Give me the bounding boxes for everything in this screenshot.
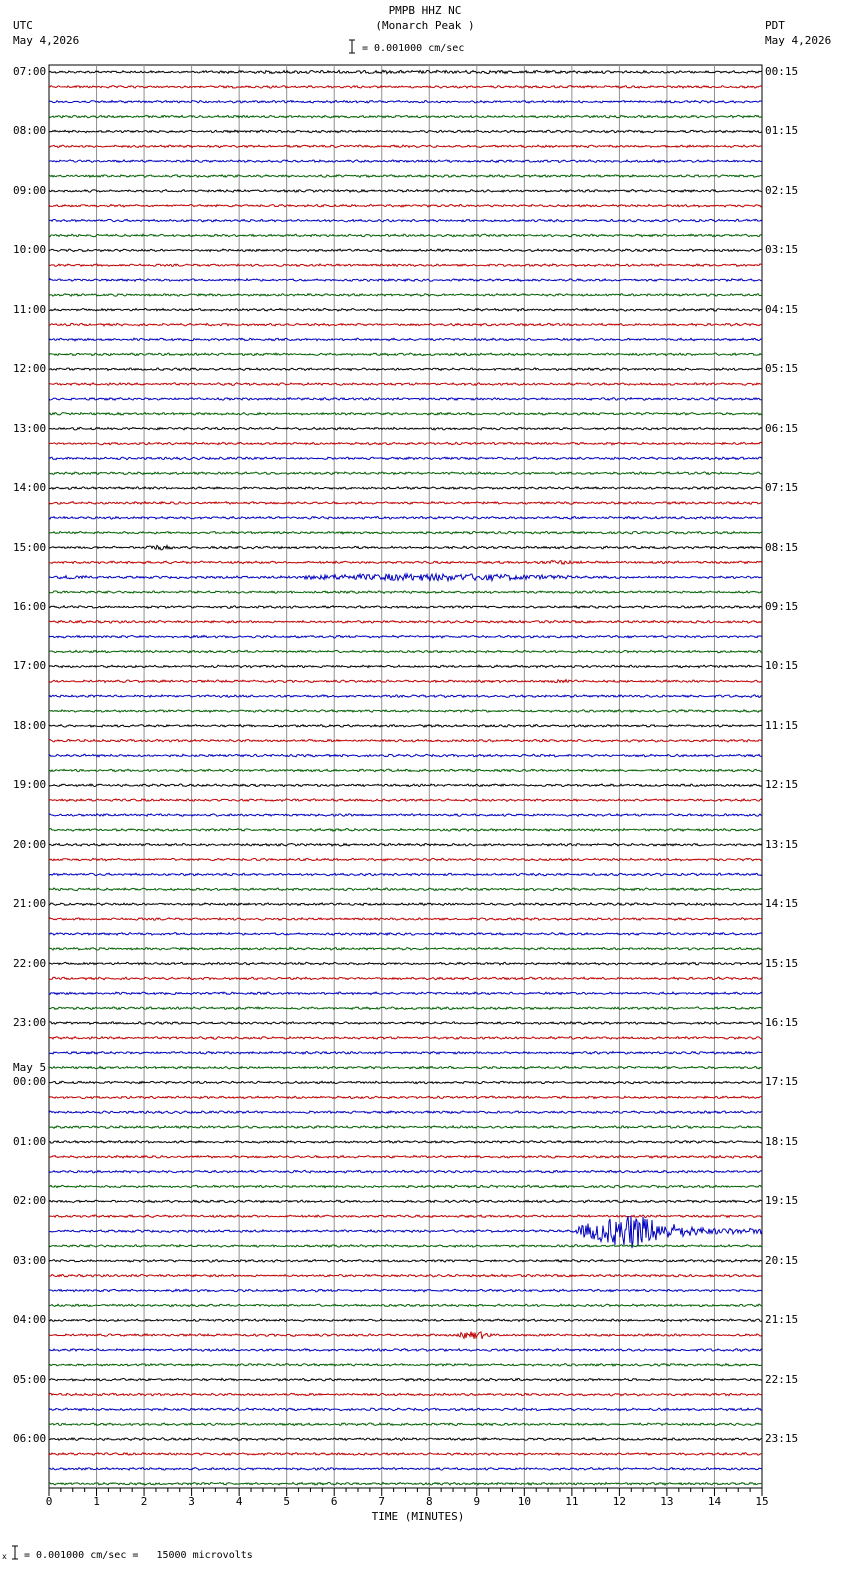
trace-83: [49, 1304, 762, 1307]
trace-65: [49, 1037, 762, 1040]
trace-29: [49, 502, 762, 505]
pdt-hour-label: 21:15: [765, 1313, 799, 1327]
trace-32: [49, 545, 762, 549]
trace-78: [49, 1216, 762, 1248]
utc-hour-label: 09:00: [13, 183, 47, 197]
trace-17: [49, 323, 762, 326]
x-tick-label: 2: [140, 1495, 148, 1508]
trace-88: [49, 1378, 762, 1381]
pdt-hour-label: 19:15: [765, 1194, 799, 1208]
trace-62: [49, 992, 762, 995]
x-tick-label: 1: [93, 1495, 100, 1508]
x-tick-label: 10: [517, 1495, 531, 1508]
footer-marker: x: [2, 1552, 7, 1561]
trace-48: [49, 784, 762, 787]
trace-3: [49, 115, 762, 117]
utc-hour-label: 01:00: [13, 1134, 47, 1148]
pdt-zone-label: PDT: [765, 19, 785, 32]
trace-7: [49, 175, 762, 178]
trace-25: [49, 442, 762, 445]
trace-87: [49, 1364, 762, 1367]
trace-1: [49, 86, 762, 89]
station-location: (Monarch Peak ): [375, 19, 475, 32]
trace-18: [49, 338, 762, 341]
trace-5: [49, 145, 762, 148]
trace-46: [49, 754, 762, 757]
utc-hour-label: 02:00: [13, 1194, 47, 1208]
trace-6: [49, 160, 762, 163]
trace-84: [49, 1319, 762, 1322]
utc-hour-label: 19:00: [13, 778, 47, 792]
trace-59: [49, 947, 762, 950]
x-tick-label: 12: [612, 1495, 627, 1508]
pdt-hour-label: 05:15: [765, 362, 799, 376]
trace-91: [49, 1423, 762, 1426]
utc-zone-label: UTC: [13, 19, 33, 32]
trace-57: [49, 918, 762, 921]
x-tick-label: 15: [755, 1495, 769, 1508]
trace-16: [49, 308, 762, 311]
trace-31: [49, 531, 762, 534]
trace-35: [49, 591, 762, 594]
trace-10: [49, 219, 762, 222]
trace-53: [49, 858, 762, 861]
trace-12: [49, 249, 762, 252]
trace-55: [49, 888, 762, 891]
utc-hour-label: 22:00: [13, 956, 47, 970]
trace-56: [49, 903, 762, 906]
pdt-hour-label: 22:15: [765, 1372, 799, 1386]
time-axis: [46, 1488, 769, 1508]
x-tick-label: 4: [235, 1495, 243, 1508]
utc-hour-label: 17:00: [13, 659, 47, 673]
utc-hour-label: 20:00: [13, 837, 47, 851]
midnight-date-label: May 5: [13, 1061, 47, 1074]
x-tick-label: 5: [283, 1495, 290, 1508]
x-tick-label: 11: [565, 1495, 579, 1508]
trace-30: [49, 517, 762, 519]
utc-hour-label: 15:00: [13, 540, 47, 554]
trace-15: [49, 294, 762, 297]
pdt-hour-label: 14:15: [765, 897, 799, 911]
pdt-hour-label: 02:15: [765, 183, 799, 197]
trace-75: [49, 1185, 762, 1188]
x-axis-title: TIME (MINUTES): [371, 1510, 465, 1523]
utc-hour-label: 03:00: [13, 1253, 47, 1267]
scale-bar-icon: [349, 40, 355, 53]
utc-hour-label: 00:00: [13, 1075, 47, 1089]
utc-hour-label: 04:00: [13, 1313, 47, 1327]
trace-22: [49, 398, 762, 401]
trace-2: [49, 100, 762, 103]
trace-47: [49, 769, 762, 772]
trace-23: [49, 413, 762, 416]
trace-58: [49, 933, 762, 936]
trace-90: [49, 1408, 762, 1411]
trace-52: [49, 843, 762, 846]
trace-92: [49, 1438, 762, 1441]
x-tick-label: 9: [473, 1495, 481, 1508]
trace-21: [49, 383, 762, 386]
trace-71: [49, 1126, 762, 1129]
trace-42: [49, 695, 762, 698]
pdt-hour-label: 17:15: [765, 1075, 799, 1089]
trace-77: [49, 1215, 762, 1218]
trace-81: [49, 1274, 762, 1277]
trace-13: [49, 264, 762, 267]
trace-69: [49, 1096, 762, 1099]
utc-hour-label: 16:00: [13, 599, 47, 613]
trace-61: [49, 977, 762, 980]
pdt-hour-label: 15:15: [765, 956, 799, 970]
trace-70: [49, 1111, 762, 1114]
trace-40: [49, 665, 762, 668]
trace-26: [49, 457, 762, 460]
utc-hour-label: 06:00: [13, 1432, 47, 1446]
trace-74: [49, 1170, 762, 1172]
trace-73: [49, 1155, 762, 1158]
utc-hour-label: 12:00: [13, 362, 47, 376]
trace-49: [49, 799, 762, 802]
seismic-traces: [49, 70, 762, 1485]
utc-hour-label: 07:00: [13, 65, 47, 78]
pdt-hour-label: 00:15: [765, 65, 799, 78]
trace-27: [49, 472, 762, 475]
trace-72: [49, 1141, 762, 1144]
x-tick-label: 8: [425, 1495, 433, 1508]
utc-hour-label: 13:00: [13, 421, 47, 435]
x-tick-label: 14: [707, 1495, 722, 1508]
footer-scale-note: = 0.001000 cm/sec = 15000 microvolts: [24, 1550, 253, 1561]
trace-60: [49, 962, 762, 965]
trace-86: [49, 1349, 762, 1352]
trace-8: [49, 190, 762, 193]
pdt-hour-label: 06:15: [765, 421, 799, 435]
trace-33: [49, 560, 762, 564]
pdt-hour-label: 12:15: [765, 778, 799, 792]
pdt-hour-label: 18:15: [765, 1134, 799, 1148]
x-tick-label: 3: [188, 1495, 195, 1508]
trace-34: [49, 574, 762, 581]
trace-14: [49, 279, 762, 282]
utc-hour-label: 11:00: [13, 302, 47, 316]
utc-hour-label: 08:00: [13, 124, 47, 138]
utc-hour-label: 05:00: [13, 1372, 47, 1386]
trace-89: [49, 1393, 762, 1396]
trace-68: [49, 1081, 762, 1084]
x-tick-label: 13: [660, 1495, 674, 1508]
pdt-date-label: May 4,2026: [765, 34, 832, 47]
utc-hour-label: 21:00: [13, 897, 47, 911]
pdt-hour-label: 11:15: [765, 718, 799, 732]
trace-94: [49, 1468, 762, 1471]
trace-11: [49, 234, 762, 237]
trace-20: [49, 368, 762, 371]
station-title: PMPB HHZ NC: [388, 4, 462, 17]
x-tick-label: 0: [45, 1495, 53, 1508]
trace-38: [49, 635, 762, 638]
footer-scale-bar: [12, 1546, 18, 1559]
trace-28: [49, 487, 762, 490]
trace-39: [49, 650, 762, 653]
trace-66: [49, 1051, 762, 1054]
trace-36: [49, 606, 762, 609]
trace-19: [49, 353, 762, 356]
trace-50: [49, 814, 762, 817]
trace-51: [49, 829, 762, 832]
trace-64: [49, 1022, 762, 1025]
trace-54: [49, 873, 762, 876]
x-tick-label: 6: [330, 1495, 338, 1508]
utc-hour-label: 10:00: [13, 243, 47, 257]
utc-date-label: May 4,2026: [13, 34, 80, 47]
trace-45: [49, 739, 762, 742]
pdt-hour-label: 08:15: [765, 540, 799, 554]
pdt-hour-label: 16:15: [765, 1016, 799, 1030]
utc-hour-label: 14:00: [13, 481, 47, 495]
trace-44: [49, 725, 762, 728]
pdt-hour-label: 20:15: [765, 1253, 799, 1267]
trace-67: [49, 1066, 762, 1069]
trace-85: [49, 1332, 762, 1339]
pdt-hour-label: 13:15: [765, 837, 799, 851]
trace-82: [49, 1289, 762, 1292]
trace-37: [49, 621, 762, 624]
trace-4: [49, 130, 762, 133]
pdt-hour-label: 09:15: [765, 599, 799, 613]
scale-label: = 0.001000 cm/sec: [362, 43, 465, 54]
trace-76: [49, 1200, 762, 1203]
pdt-hour-label: 03:15: [765, 243, 799, 257]
scale-bar-icon: [12, 1546, 18, 1559]
pdt-hour-label: 23:15: [765, 1432, 799, 1446]
trace-95: [49, 1482, 762, 1485]
pdt-hour-label: 07:15: [765, 481, 799, 495]
trace-79: [49, 1245, 762, 1248]
pdt-hour-label: 01:15: [765, 124, 799, 138]
utc-hour-label: 23:00: [13, 1016, 47, 1030]
trace-24: [49, 427, 762, 430]
utc-hour-label: 18:00: [13, 718, 47, 732]
trace-63: [49, 1007, 762, 1010]
trace-43: [49, 710, 762, 713]
trace-41: [49, 680, 762, 683]
pdt-hour-label: 10:15: [765, 659, 799, 673]
pdt-hour-label: 04:15: [765, 302, 799, 316]
trace-80: [49, 1260, 762, 1263]
trace-9: [49, 204, 762, 207]
trace-0: [49, 70, 762, 73]
x-tick-label: 7: [378, 1495, 386, 1508]
trace-93: [49, 1453, 762, 1456]
